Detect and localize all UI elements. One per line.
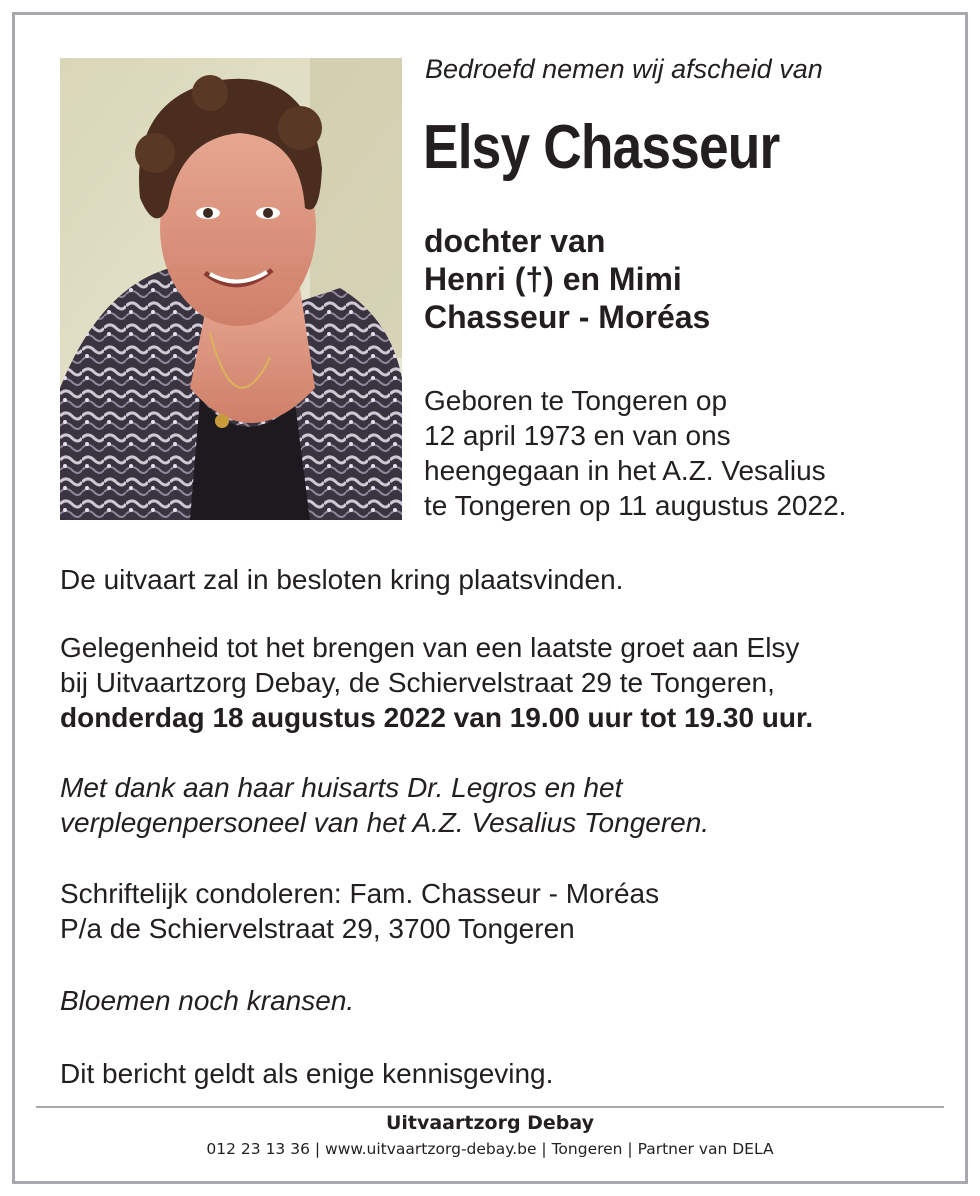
closing-paragraph	[60, 1056, 553, 1091]
funeral-paragraph	[60, 562, 623, 597]
closing-line: Dit bericht geldt als enige kennisgeving.	[60, 1058, 554, 1089]
relation-block	[424, 222, 710, 336]
thanks-paragraph	[60, 770, 709, 840]
relation-line: Henri (†) en Mimi	[424, 261, 682, 297]
relation-line: Chasseur - Moréas	[424, 299, 711, 335]
visitation-line: bij Uitvaartzorg Debay, de Schiervelstraat 29 te Tongeren,	[60, 667, 775, 698]
portrait-photo	[60, 58, 402, 520]
intro-text: Bedroefd nemen wij afscheid van	[425, 54, 823, 84]
deceased-name: Elsy Chasseur	[423, 113, 780, 182]
birth-death-line: Geboren te Tongeren op	[424, 385, 728, 416]
condolences-paragraph	[60, 876, 659, 946]
visitation-line: Gelegenheid tot het brengen van een laatste groet aan Elsy	[60, 632, 800, 663]
condolences-line: P/a de Schiervelstraat 29, 3700 Tongeren	[60, 913, 575, 944]
flowers-line: Bloemen noch kransen.	[60, 985, 355, 1016]
birth-death-block	[424, 383, 846, 523]
footer-company: Uitvaartzorg Debay	[385, 1112, 595, 1134]
birth-death-line: heengegaan in het A.Z. Vesalius	[424, 455, 826, 486]
birth-death-line: 12 april 1973 en van ons	[424, 420, 731, 451]
visitation-paragraph	[60, 630, 813, 735]
flowers-paragraph	[60, 983, 354, 1018]
relation-line: dochter van	[424, 223, 606, 259]
condolences-line: Schriftelijk condoleren: Fam. Chasseur - Moréas	[60, 878, 660, 909]
birth-death-line: te Tongeren op 11 augustus 2022.	[424, 490, 847, 521]
footer-contact-info: 012 23 13 36 | www.uitvaartzorg-debay.be | Tongeren | Partner van DELA	[206, 1140, 774, 1158]
footer-divider	[36, 1106, 944, 1108]
visitation-time: donderdag 18 augustus 2022 van 19.00 uur tot 19.30 uur.	[60, 702, 814, 733]
thanks-line: Met dank aan haar huisarts Dr. Legros en het	[60, 772, 623, 803]
thanks-line: verplegenpersoneel van het A.Z. Vesalius Tongeren.	[60, 807, 710, 838]
funeral-line: De uitvaart zal in besloten kring plaatsvinden.	[60, 564, 624, 595]
